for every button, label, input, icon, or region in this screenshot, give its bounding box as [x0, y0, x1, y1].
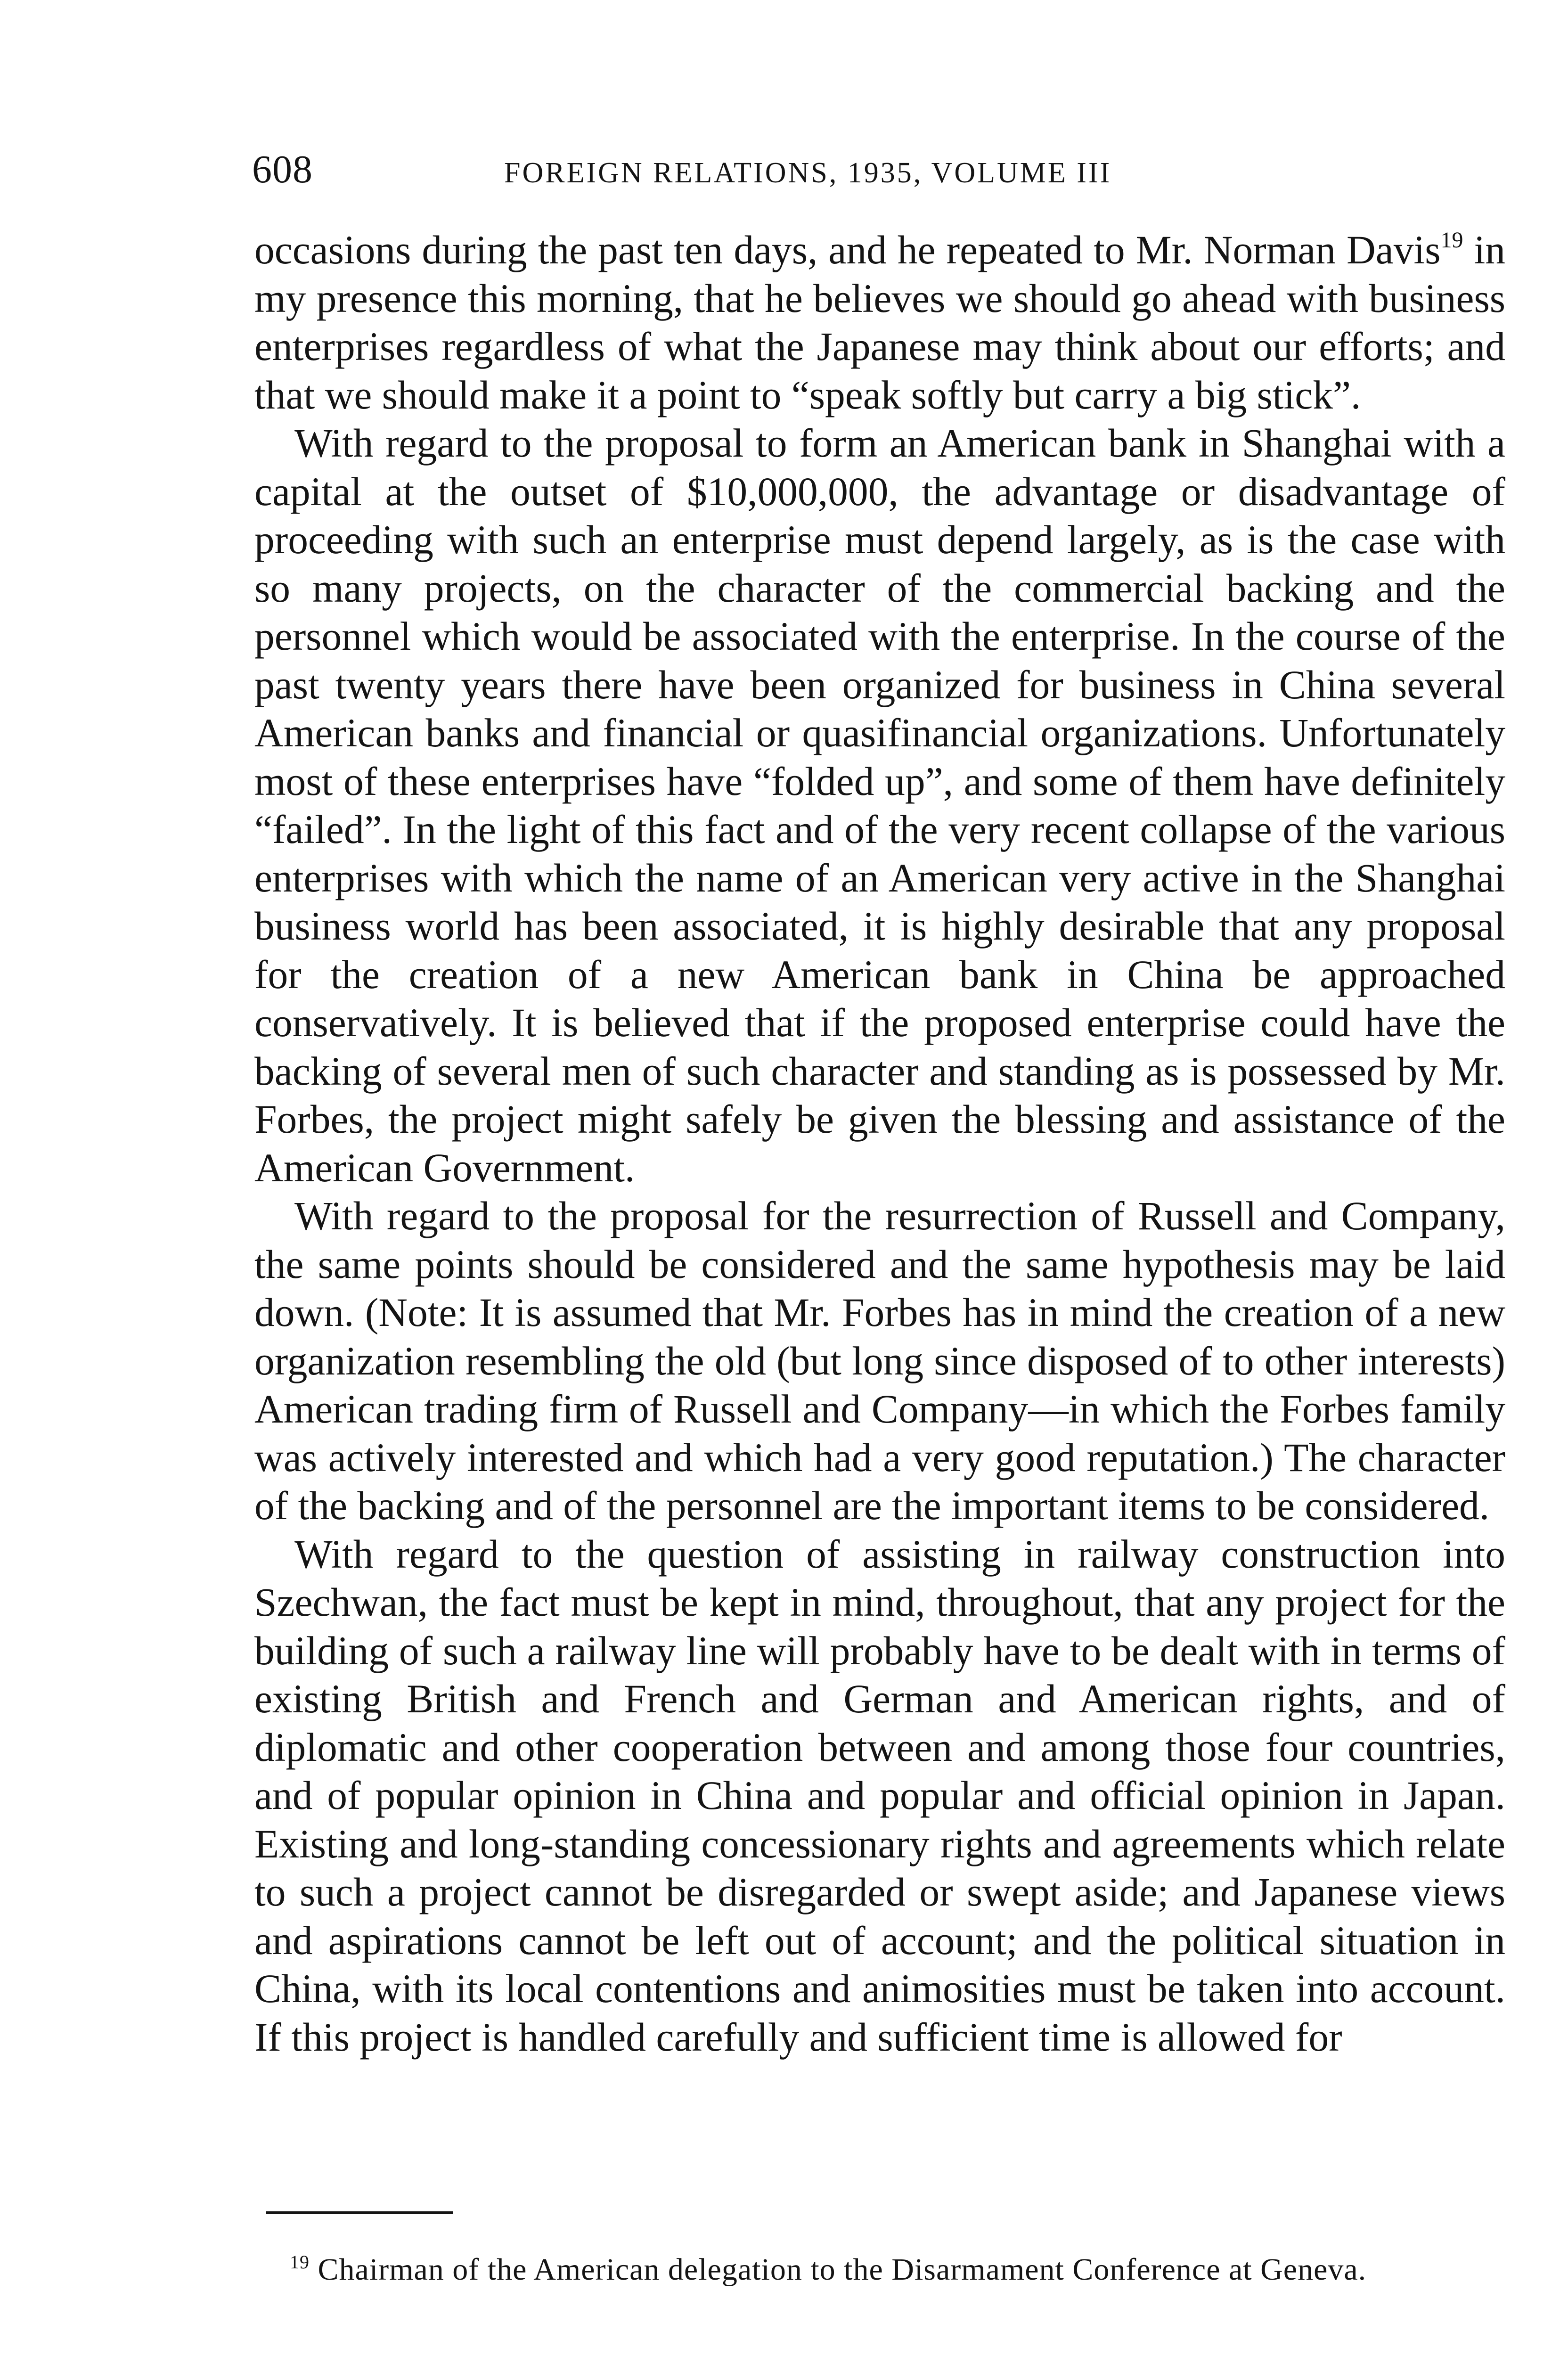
footnote-text: Chairman of the American delegation to the Disarmament Conference at Geneva.	[310, 2252, 1367, 2287]
page-number: 608	[252, 147, 313, 191]
paragraph-4: With regard to the question of assisting in railway construction into Szechwan, the fact must be kept in mind, throughout, that any project for the building of such a railway line will probably have to be dealt with in terms of existing British and French and German and American rights, and of diplomatic and other cooperation between and among those four countries, and of popular opinion in China and popular and official opinion in Japan. Existing and long-standing concessionary rights and agreements which relate to such a project cannot be disregarded or swept aside; and Japanese views and aspirations cannot be left out of account; and the political situation in China, with its local contentions and animosities must be taken into account. If this project is handled carefully and sufficient time is allowed for	[254, 1532, 1505, 2060]
running-head-title: FOREIGN RELATIONS, 1935, VOLUME III	[504, 157, 1112, 189]
paragraph-1-text-b: in my presence this morning, that he believes we should go ahead with business enterprises regardless of what the Japanese may think about our efforts; and that we should make it a point to “speak softly but carry a big stick”.	[254, 228, 1506, 417]
footnote-divider	[266, 2211, 453, 2214]
paragraph-2: With regard to the proposal to form an American bank in Shanghai with a capital at the outset of $10,000,000, the advantage or disadvantage of proceeding with such an enterprise must depend largely, as is the case with so many projects, on the character of the commercial backing and the personnel which would be associated with the enterprise. In the course of the past twenty years there have been organized for business in China several American banks and financial or quasifinancial organizations. Unfortunately most of these enterprises have “folded up”, and some of them have definitely “failed”. In the light of this fact and of the very recent collapse of the various enterprises with which the name of an American very active in the Shanghai business world has been associated, it is highly desirable that any proposal for the creation of a new American bank in China be approached conservatively. It is believed that if the proposed enterprise could have the backing of several men of such character and standing as is possessed by Mr. Forbes, the project might safely be given the blessing and assistance of the American Government.	[254, 421, 1505, 1190]
footnote-mark: 19	[290, 2251, 310, 2273]
body-text	[254, 226, 1505, 2062]
paragraph-3: With regard to the proposal for the resurrection of Russell and Company, the same points should be considered and the same hypothesis may be laid down. (Note: It is assumed that Mr. Forbes has in mind the creation of a new organization resembling the old (but long since disposed of to other interests) American trading firm of Russell and Company—in which the Forbes family was actively interested and which had a very good reputation.) The character of the backing and of the personnel are the important items to be considered.	[254, 1194, 1505, 1528]
running-head	[252, 141, 1515, 203]
paragraph-1	[254, 226, 1505, 419]
footnote	[254, 2250, 1505, 2289]
paragraph-1-text-a: occasions during the past ten days, and he repeated to Mr. Norman Davis	[254, 228, 1441, 272]
footnote-reference: 19	[1440, 228, 1463, 253]
